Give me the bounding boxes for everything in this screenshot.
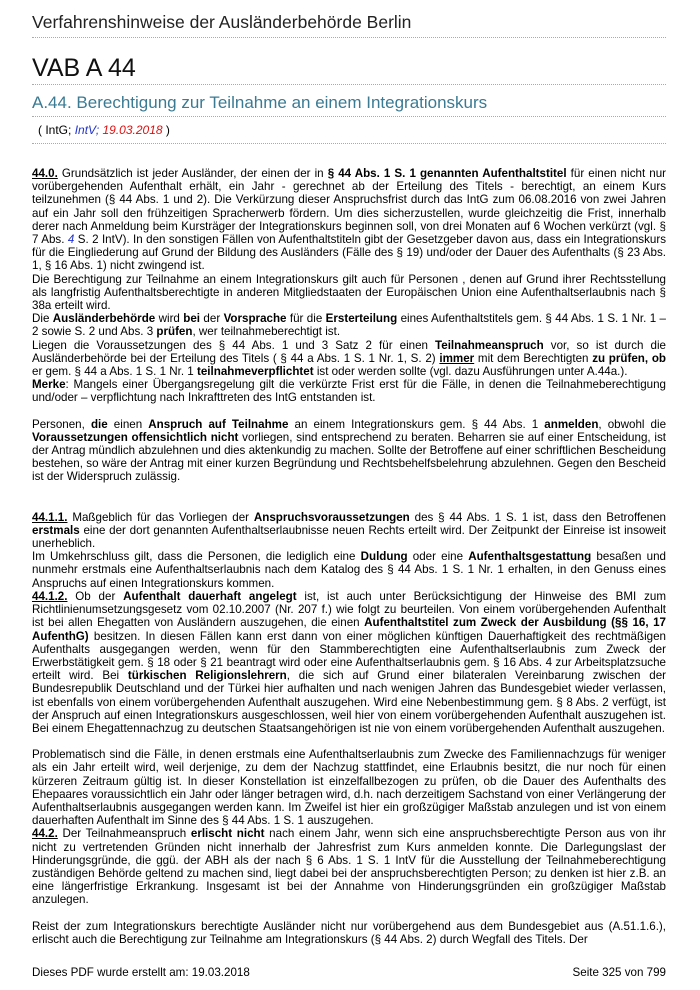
source-law-link[interactable]: IntV; bbox=[74, 123, 100, 137]
text: S. 2 IntV). In den sonstigen Fällen von Aufenthaltstiteln gibt der Gesetzgeber davon aus, dass ein Integrationskurs für die Eingliederung auf Grund der Bildung des Ausländers (Fälle des § 19) und/oder der Dauer des Aufenthalts (§ 23 Abs. 1, § 16 Abs. 1) nicht zwingend ist. bbox=[32, 233, 666, 273]
text: des § 44 Abs. 1 S. 1 ist, dass den Betroffenen bbox=[409, 510, 667, 524]
footer-page-number: Seite 325 von 799 bbox=[572, 966, 666, 979]
document-title: VAB A 44 bbox=[32, 54, 136, 82]
bold-text: anmelden bbox=[544, 417, 599, 431]
paragraph-liegen bbox=[32, 339, 666, 379]
page-footer bbox=[32, 966, 666, 979]
text: oder eine bbox=[407, 550, 469, 564]
source-date: 19.03.2018 bbox=[102, 123, 163, 137]
paragraph-merke bbox=[32, 378, 666, 404]
text: wird bbox=[155, 312, 184, 326]
bold-text: Voraussetzungen offensichtlich nicht bbox=[32, 430, 239, 444]
text: vor, so ist durch die Ausländerbehörde bei der Erteilung des Titels ( § 44 a Abs. 1 S. 1 Nr. 1, S. 2) bbox=[32, 338, 666, 365]
section-ref: 44.0. bbox=[32, 167, 58, 180]
text: vorliegen, sind entsprechend zu beraten. Beharren sie auf einer Entscheidung, ist der Antrag mündlich abzulehnen und dies aktenkundig zu machen. Sollte der Betroffene auf einer schriftlichen Bescheidung bestehen, so wäre der Antrag mit einer kurzen Begründung und Rechtsbehelfsbelehrung abzulehnen. Gegen den Bescheid ist der Widerspruch zulässig. bbox=[32, 430, 666, 484]
text: Maßgeblich für das Vorliegen der bbox=[67, 510, 254, 524]
text: der bbox=[200, 312, 224, 326]
bold-text: bei bbox=[183, 312, 201, 326]
text: besitzen. In diesen Fällen kann erst dann von einer möglichen künftigen Dauerhaftigkeit des rechtmäßigen Aufenthalts ausgegangen werden, wenn für den Stammberechtigten eine Aufenthaltserlaubnis zum Zweck der Erwerbstätigkeit gem. § 18 oder § 21 beantragt wird oder eine Aufenthaltserlaubnis gem. § 16 Abs. 4 zur Arbeitsplatzsuche erteilt wird. Bei bbox=[32, 629, 666, 683]
bold-text: Ausländerbehörde bbox=[52, 312, 156, 326]
paragraph-personen bbox=[32, 418, 666, 484]
section-title: A.44. Berechtigung zur Teilnahme an einem Integrationskurs bbox=[32, 93, 488, 112]
bold-text: prüfen bbox=[156, 325, 193, 339]
paragraph-44-1-1 bbox=[32, 511, 666, 551]
source-open: ( IntG; bbox=[38, 123, 72, 137]
text: ist oder werden sollte (vgl. dazu Ausführungen unter A.44a.). bbox=[313, 365, 628, 379]
section-ref: 44.1.2. bbox=[32, 589, 68, 603]
bold-text: Merke bbox=[32, 378, 66, 392]
inline-link[interactable]: 4 bbox=[67, 233, 75, 247]
text: für einen nicht nur vorübergehenden Aufenthalt erhält, ein Jahr - gerechnet ab der Erteilung des Titels - berechtigt, an einem Kurs teilzunehmen (§ 44 Abs. 1 und 2). Die Verkürzung dieser Anspruchsfrist durch das IntG zum 06.08.2016 von zwei Jahren auf ein Jahr soll den frühzeitigen Spracherwerb fördern. Um dies sicherzustellen, wurde gleichzeitig die Frist, innerhalb derer nach Anmeldung beim Kursträger der Integrationskurs beginnen soll, von drei Monaten auf 6 Wochen verkürzt (vgl. § 7 Abs. bbox=[32, 167, 666, 247]
paragraph-auslaenderbehoerde bbox=[32, 312, 666, 338]
bold-text: Aufenthaltsgestattung bbox=[468, 550, 592, 564]
text: Personen, bbox=[32, 417, 91, 431]
bold-text: Vorsprache bbox=[223, 312, 287, 326]
bold-text: Ersterteilung bbox=[325, 312, 398, 326]
paragraph-eu: Die Berechtigung zur Teilnahme an einem Integrationskurs gilt auch für Personen , denen auf Grund ihrer Rechtsstellung als langfristig Aufenthaltsberechtigte in anderen Mitgliedstaaten der Europäischen Union eine Aufenthaltserlaubnis nach § 38a erteilt wird. bbox=[32, 272, 666, 313]
bold-text: Anspruchsvoraussetzungen bbox=[253, 510, 410, 524]
bold-text: § 44 Abs. 1 S. 1 genannten Aufenthaltstitel bbox=[327, 167, 567, 180]
text: Ob der bbox=[67, 589, 124, 603]
bold-text: zu prüfen, ob bbox=[592, 351, 666, 365]
document-body bbox=[32, 167, 666, 946]
bold-text: Teilnahmeanspruch bbox=[435, 338, 544, 352]
paragraph-reist: Reist der zum Integrationskurs berechtigte Ausländer nicht nur vorübergehend aus dem Bundesgebiet aus (A.51.1.6.), erlischt auch die Berechtigung zur Teilnahme am Integrationskurs (§ 44 Abs. 2) durch Wegfall des Titels. Der bbox=[32, 919, 666, 946]
paragraph-problematisch: Problematisch sind die Fälle, in denen erstmals eine Aufenthaltserlaubnis zum Zwecke des Familiennachzugs für weniger als ein Jahr erteilt wird, weil derjenige, zu dem der Nachzug stattfindet, eine Erlaubnis besitzt, die nur noch für einen kürzeren Zeitraum gültig ist. In dieser Konstellation ist einzelfallbezogen zu prüfen, ob die Dauer des Aufenthalts des Ehepaares voraussichtlich ein Jahr oder länger betragen wird, d.h. nach derzeitigem Sachstand von einer Verlängerung der Aufenthaltserlaubnis ausgegangen werden kann. Im Zweifel ist hier ein großzügiger Maßstab anzulegen und ist von einem dauerhaften Aufenthalt im Sinne des § 44 Abs. 1 S. 1 auszugehen. bbox=[32, 748, 666, 828]
text: , obwohl die bbox=[598, 417, 667, 431]
text: : Mangels einer Übergangsregelung gilt die verkürzte Frist erst für die Fälle, in denen die Teilnahmeberechtigung und/oder – verpflichtung nach Inkrafttreten des IntG entstanden ist. bbox=[32, 378, 666, 405]
paragraph-umkehrschluss bbox=[32, 550, 666, 590]
text: besaßen und nunmehr erstmals eine Aufenthaltserlaubnis nach dem Katalog des § 44 Abs. 1 S. 1 Nr. 1 erhalten, in den Genuss eines Anspruchs auf einen Integrationskurs kommen. bbox=[32, 550, 666, 590]
bold-text: Duldung bbox=[360, 550, 408, 564]
footer-created: Dieses PDF wurde erstellt am: 19.03.2018 bbox=[32, 966, 250, 979]
text: einen bbox=[107, 417, 149, 431]
text: , die sich auf Grund einer bilateralen Vereinbarung zwischen der Bundesrepublik Deutschland und der Türkei hier aufhalten und nach wenigen Jahren das Bundesgebiet wieder verlassen, ist ebenfalls von einem vorübergehenden Aufenthalt auszugehen. Wird eine Nebenbestimmung gem. § 8 Abs. 2 verfügt, ist der Anspruch auf einen Integrationskurs ausgeschlossen, weil hier von einem vorübergehenden Aufenthalt auszugehen ist. Bei einem Ehegattennachzug zu deutschen Staatsangehörigen ist nie von einem vorübergehenden Aufenthalt auszugehen. bbox=[32, 669, 666, 735]
text: für die bbox=[286, 312, 326, 326]
divider bbox=[32, 37, 666, 38]
bold-text: erlischt nicht bbox=[190, 827, 265, 841]
divider bbox=[32, 116, 666, 117]
text: eine der dort genannten Aufenthaltserlaubnisse neuen Rechts erteilt wird. Der Zeitpunkt der Einreise ist insoweit unerheblich. bbox=[32, 523, 666, 551]
text: , wer teilnahmeberechtigt ist. bbox=[192, 325, 341, 339]
text: mit dem Berechtigten bbox=[474, 351, 593, 365]
bold-text: die bbox=[90, 417, 108, 431]
bold-text: Anspruch auf Teilnahme bbox=[148, 417, 289, 431]
text: Im Umkehrschluss gilt, dass die Personen, die lediglich eine bbox=[32, 550, 361, 564]
text: Liegen die Voraussetzungen des § 44 Abs. 1 und 3 Satz 2 für einen bbox=[32, 338, 436, 352]
section-ref: 44.2. bbox=[32, 827, 58, 841]
bold-text: türkischen Religionslehrern bbox=[127, 669, 287, 683]
bold-text: erstmals bbox=[32, 523, 80, 537]
paragraph-44-1-2 bbox=[32, 590, 666, 735]
paragraph-44-2 bbox=[32, 827, 666, 906]
text: nach einem Jahr, wenn sich eine anspruchsberechtigte Person aus von ihr nicht zu vertretenden Gründen nicht innerhalb der Jahresfrist zum Kurs anmelden konnte. Die Darlegungslast der Hinderungsgründe, die ggü. der ABH als der nach § 6 Abs. 1 S. 1 IntV für die Ausstellung der Teilnahmeberechtigung zuständigen Behörde geltend zu machen sind, liegt dabei bei der anspruchsberechtigten Person; zu denken ist hier z.B. an eine längerfristige Erkrankung. Insgesamt ist bei der Annahme von Hinderungsgründen ein großzügiger Maßstab anzulegen. bbox=[32, 827, 666, 907]
bold-text: Aufenthaltstitel zum Zweck der Ausbildung (§§ 16, 17 AufenthG) bbox=[32, 616, 666, 643]
text: Die bbox=[32, 312, 53, 326]
text: Der Teilnahmeanspruch bbox=[57, 827, 191, 841]
text: eines Aufenthaltstitels gem. § 44 Abs. 1 S. 1 Nr. 1 – 2 sowie S. 2 und Abs. 3 bbox=[32, 312, 666, 339]
bold-text: immer bbox=[439, 351, 475, 365]
bold-text: Aufenthalt dauerhaft angelegt bbox=[123, 589, 297, 603]
source-line bbox=[38, 123, 170, 137]
text: er gem. § 44 a Abs. 1 S. 1 Nr. 1 bbox=[32, 365, 197, 379]
header-title: Verfahrenshinweise der Ausländerbehörde Berlin bbox=[32, 12, 412, 32]
text: an einem Integrationskurs gem. § 44 Abs. 1 bbox=[288, 417, 545, 431]
text: Grundsätzlich ist jeder Ausländer, der einen der in bbox=[57, 167, 328, 180]
paragraph-44-0 bbox=[32, 167, 666, 273]
section-ref: 44.1.1. bbox=[32, 510, 68, 524]
divider bbox=[32, 143, 666, 144]
divider bbox=[32, 84, 666, 85]
text: ist, ist auch unter Berücksichtigung der Hinweise des BMI zum Richtlinienumsetzungsgesetz vom 02.10.2007 (Nr. 207 f.) wie folgt zu beurteilen. Von einem vorübergehenden Aufenthalt ist bei allen Ehegatten von Ausländern auszugehen, die einen bbox=[32, 589, 666, 630]
source-close: ) bbox=[165, 123, 170, 137]
bold-text: teilnahmeverpflichtet bbox=[196, 365, 314, 379]
